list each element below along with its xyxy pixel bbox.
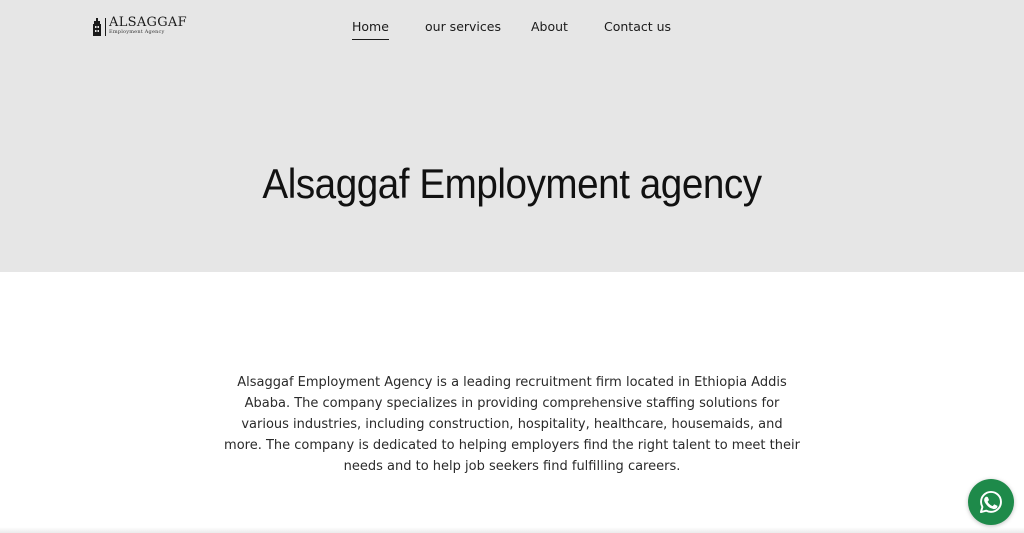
logo-subtitle: Employment Agency (109, 29, 165, 35)
whatsapp-icon (977, 488, 1005, 516)
nav-item-contact-us[interactable]: Contact us (604, 19, 672, 34)
page-title: Alsaggaf Employment agency (262, 160, 762, 207)
logo-name: ALSAGGAF (109, 15, 187, 30)
section-divider (0, 527, 1024, 533)
nav-item-about[interactable]: About (531, 19, 568, 34)
whatsapp-button[interactable] (968, 479, 1014, 525)
main-nav (0, 19, 1024, 39)
nav-item-home[interactable]: Home (352, 19, 389, 34)
about-paragraph: Alsaggaf Employment Agency is a leading recruitment firm located in Ethiopia Addis Ababa. The company specializes in providing comprehensive staffing solutions for various industries, including construction, hospitality, healthcare, housemaids, and more. The company is dedicated to helping employers find the right talent to meet their needs and to help job seekers find fulfilling careers. (224, 375, 800, 474)
nav-item-our-services[interactable]: our services (425, 19, 501, 34)
